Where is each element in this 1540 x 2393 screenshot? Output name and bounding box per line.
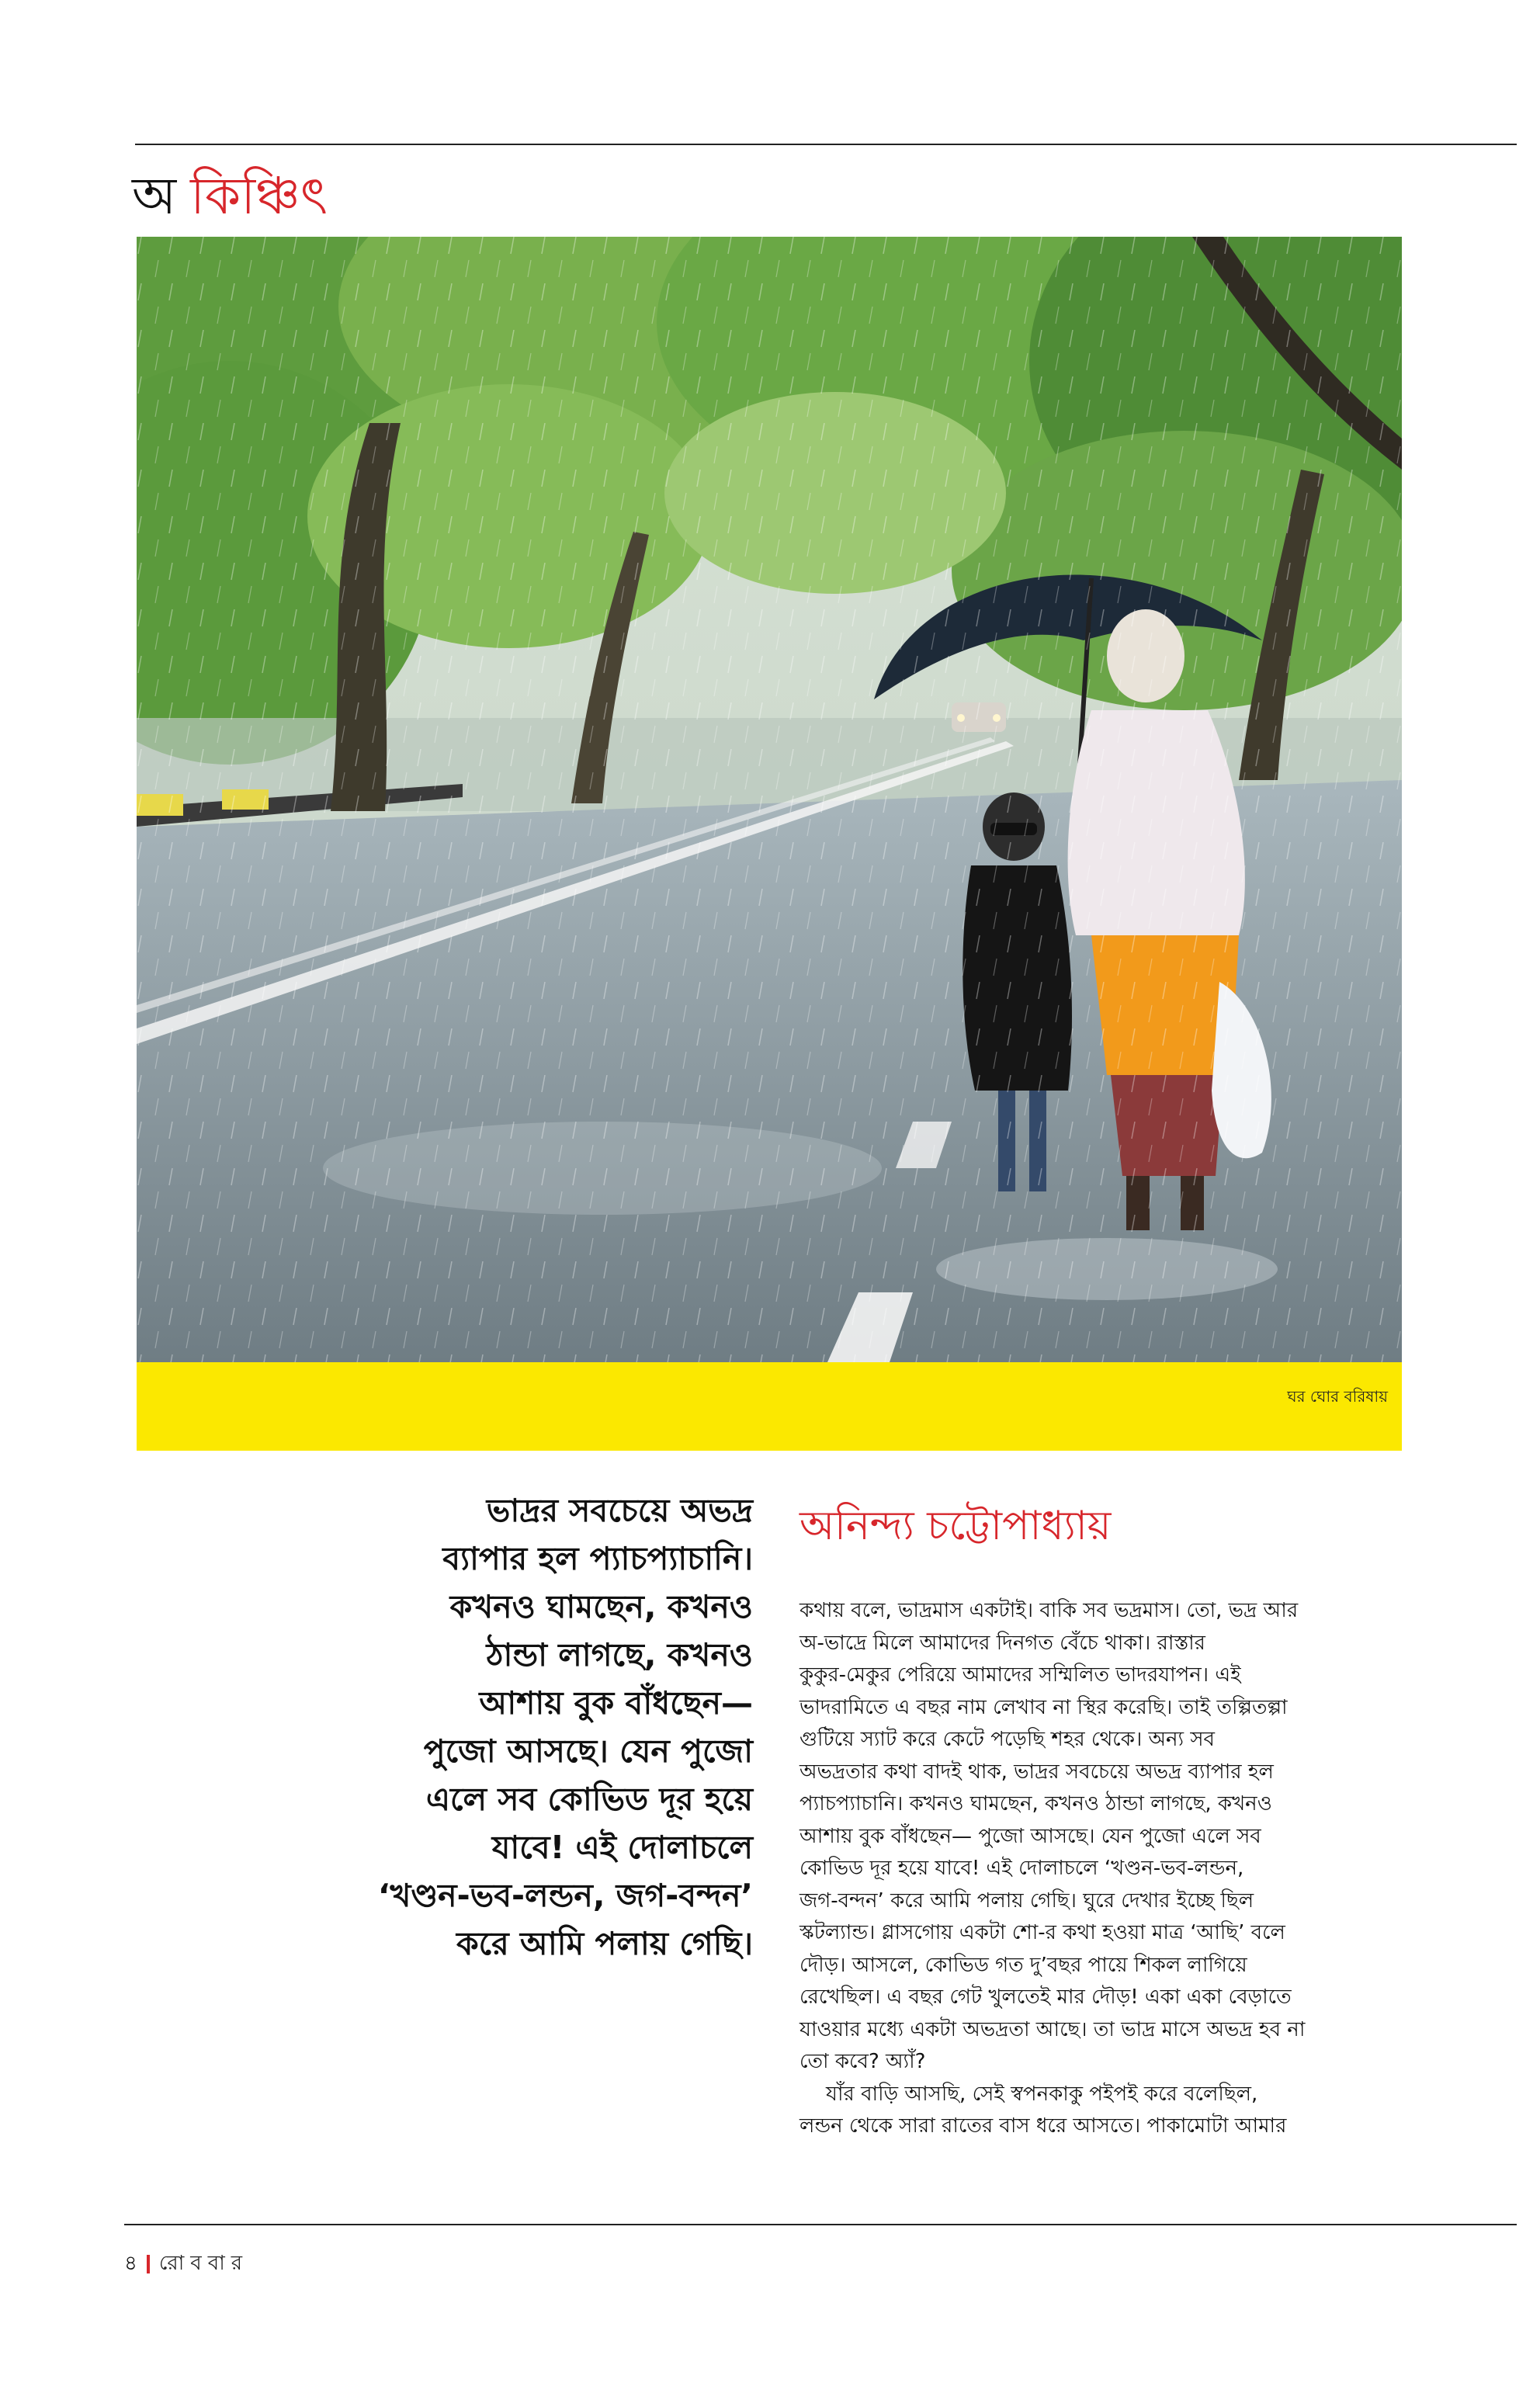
body-line: কোভিড দূর হয়ে যাবে! এই দোলাচলে ‘খণ্ডন-ভব-লন্ডন, [799, 1857, 1244, 1880]
pull-quote-line: আশায় বুক বাঁধছেন— [479, 1684, 753, 1722]
pull-quote-line: ভাদ্রর সবচেয়ে অভদ্র [486, 1492, 753, 1529]
publication-name: রোববার [158, 2252, 249, 2275]
pull-quote-line: ঠান্ডা লাগছে, কখনও [486, 1636, 753, 1673]
body-line: লন্ডন থেকে সারা রাতের বাস ধরে আসতে। পাকামোটা আমার [799, 2114, 1287, 2138]
body-line: আশায় বুক বাঁধছেন— পুজো আসছে। যেন পুজো এলে সব [799, 1824, 1261, 1848]
author-byline: অনিন্দ্য চট্টোপাধ্যায় [799, 1503, 1112, 1549]
body-line: স্কটল্যান্ড। গ্লাসগোয় একটা শো-র কথা হওয়া মাত্র ‘আছি’ বলে [799, 1921, 1285, 1944]
pull-quote [303, 1486, 753, 1968]
top-rule [135, 144, 1517, 145]
body-line: গুটিয়ে স্যাট করে কেটে পড়েছি শহর থেকে। অন্য সব [799, 1728, 1215, 1751]
pull-quote-line: যাবে! এই দোলাচলে [491, 1829, 753, 1866]
pull-quote-line: এলে সব কোভিড দূর হয়ে [425, 1781, 753, 1818]
pull-quote-line: ব্যাপার হল প্যাচপ্যাচানি। [442, 1540, 753, 1577]
pull-quote-line: করে আমি পলায় গেছি। [456, 1925, 753, 1962]
article-body [799, 1595, 1405, 2143]
body-line: জগ-বন্দন’ করে আমি পলায় গেছি। ঘুরে দেখার ইচ্ছে ছিল [799, 1888, 1254, 1913]
body-line: অ-ভাদ্রে মিলে আমাদের দিনগত বেঁচে থাকা। রাস্তার [799, 1631, 1205, 1655]
body-line: কুকুর-মেকুর পেরিয়ে আমাদের সম্মিলিত ভাদরযাপন। এই [799, 1663, 1241, 1687]
rain-photo [137, 237, 1402, 1362]
pull-quote-line: কখনও ঘামছেন, কখনও [449, 1588, 753, 1625]
section-prefix: অ [132, 166, 177, 226]
pull-quote-line: ‘খণ্ডন-ভব-লন্ডন, জগ-বন্দন’ [377, 1877, 753, 1914]
body-line: দৌড়। আসলে, কোভিড গত দু’বছর পায়ে শিকল লাগিয়ে [799, 1953, 1247, 1977]
photo-caption: ঘর ঘোর বরিষায় [1287, 1387, 1388, 1406]
body-line: ভাদরামিতে এ বছর নাম লেখাব না স্থির করেছি। তাই তল্পিতল্পা [799, 1695, 1288, 1719]
body-line: তো কবে? অ্যাঁ? [799, 2050, 926, 2073]
body-line: প্যাচপ্যাচানি। কখনও ঘামছেন, কখনও ঠান্ডা লাগছে, কখনও [799, 1792, 1272, 1816]
body-line: রেখেছিল। এ বছর গেট খুলতেই মার দৌড়! একা একা বেড়াতে [799, 1985, 1292, 2009]
footer-separator [147, 2255, 150, 2273]
body-line: কথায় বলে, ভাদ্রমাস একটাই। বাকি সব ভদ্রমাস। তো, ভদ্র আর [799, 1599, 1299, 1622]
body-line: যাঁর বাড়ি আসছি, সেই স্বপনকাকু পইপই করে বলেছিল, [826, 2082, 1258, 2106]
body-line: যাওয়ার মধ্যে একটা অভদ্রতা আছে। তা ভাদ্র মাসে অভদ্র হব না [799, 2017, 1306, 2041]
page-number: ৪ [124, 2252, 137, 2275]
bottom-rule [124, 2224, 1517, 2225]
page-footer [124, 2247, 248, 2281]
body-line: অভদ্রতার কথা বাদই থাক, ভাদ্রর সবচেয়ে অভদ্র ব্যাপার হল [799, 1760, 1274, 1784]
section-title: কিঞ্চিৎ [190, 166, 328, 226]
pull-quote-line: পুজো আসছে। যেন পুজো [423, 1732, 753, 1770]
rain-street-illustration [137, 237, 1402, 1362]
caption-band [137, 1362, 1402, 1451]
section-heading [132, 166, 328, 226]
